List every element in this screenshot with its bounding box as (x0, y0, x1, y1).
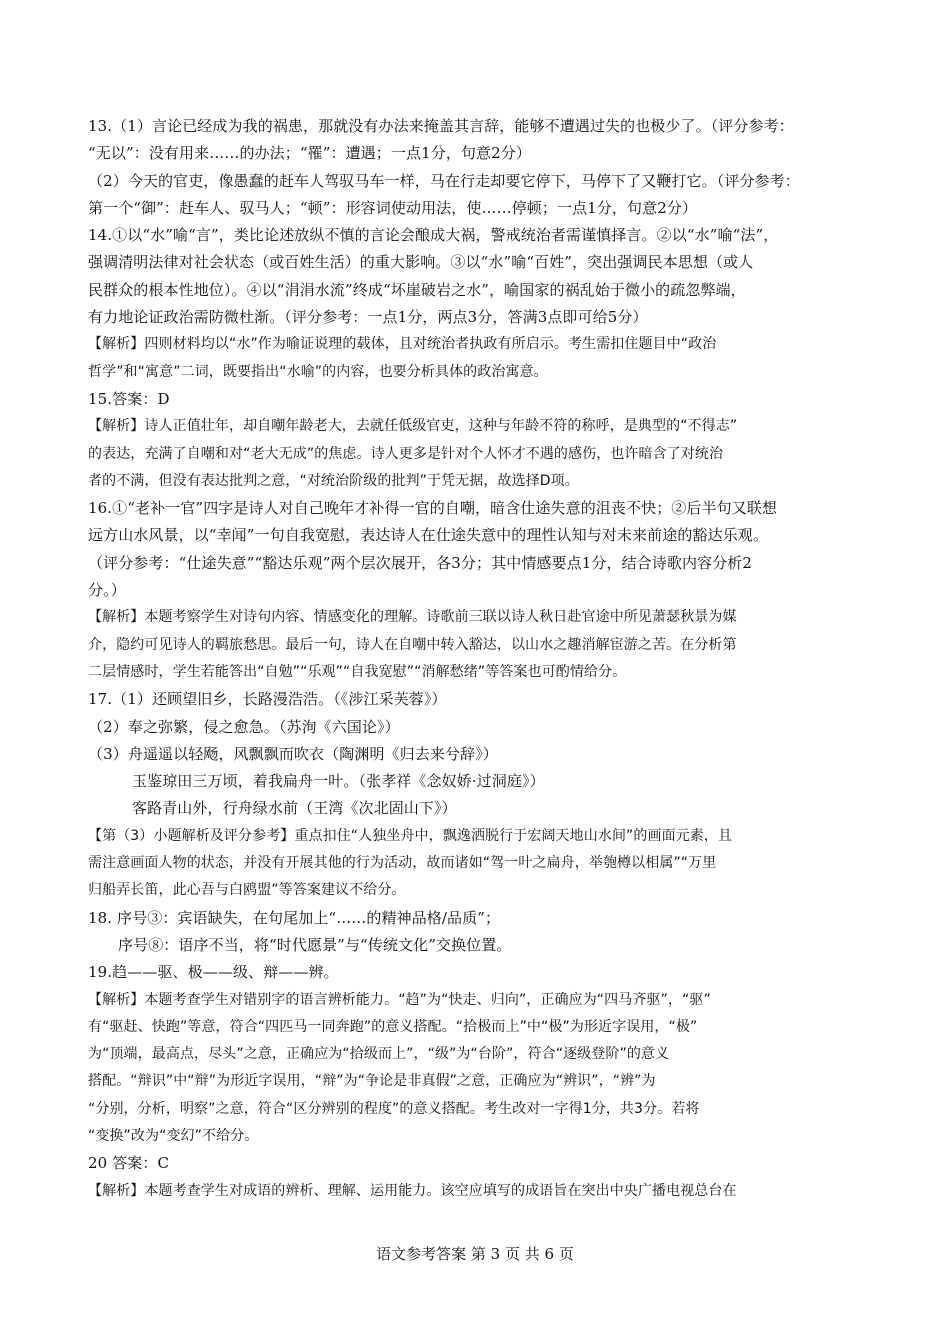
analysis-line: 【第（3）小题解析及评分参考】重点扣住“人独坐舟中，飘逸洒脱行于宏阔天地山水间”的画面元素，且 (88, 827, 733, 844)
answer-line: 13.（1）言论已经成为我的祸患，那就没有办法来掩盖其言辞，能够不遭遇过失的也极少了。（评分参考： (88, 117, 794, 135)
analysis-line: 归船弄长笛，此心吾与白鸥盟”等答案建议不给分。 (88, 882, 406, 899)
answer-line: 19.趋——驱、极——级、辩——辨。 (88, 963, 339, 982)
analysis-line: 的表达，充满了自嘲和对“老大无成”的焦虑。诗人更多是针对个人怀才不遇的感伤，也许暗含了对统治 (88, 445, 724, 462)
analysis-line: 【解析】四则材料均以“水”作为喻证说理的载体，且对统治者执政有所启示。考生需扣住题目中“政治 (88, 336, 717, 353)
analysis-line: 二层情感时，学生若能答出“自勉”“乐观”“自我宽慰”“消解愁绪”等答案也可酌情给分。 (88, 663, 627, 680)
analysis-line: 为“顶端，最高点，尽头”之意，正确应为“拾级而上”，“级”为“台阶”，符合“逐级登阶”的意义 (88, 1046, 670, 1063)
answer-line: 客路青山外，行舟绿水前（王湾《次北固山下》） (132, 799, 457, 818)
analysis-line: 介，隐约可见诗人的羁旅愁思。最后一句，诗人在自嘲中转入豁达，以山水之趣消解宦游之苦。在分析第 (88, 636, 737, 653)
analysis-line: 【解析】本题考察学生对诗句内容、情感变化的理解。诗歌前三联以诗人秋日赴官途中所见萧瑟秋景为媒 (88, 609, 737, 626)
answer-line: 有力地论证政治需防微杜渐。（评分参考：一点1分，两点3分，答满3点即可给5分） (88, 308, 648, 327)
answer-line: 分。） (88, 581, 126, 600)
analysis-line: 搭配。“辩识”中“辩”为形近字误用，“辩”为“争论是非真假”之意，正确应为“辨识”，“辨”为 (88, 1073, 656, 1090)
answer-line: 第一个“御”：赶车人、驭马人；“顿”：形容词使动用法，使……停顿；一点1分，句意2分） (88, 198, 698, 217)
answer-content (88, 116, 868, 1208)
analysis-line: 需注意画面人物的状态，并没有开展其他的行为活动，故而诸如“驾一叶之扁舟，举匏樽以相属”“万里 (88, 855, 717, 872)
answer-line: 14.①以“水”喻“言”，类比论述放纵不慎的言论会酿成大祸，警戒统治者需谨慎择言。②以“水”喻“法”， (88, 226, 779, 245)
answer-line: （3）舟遥遥以轻飏，风飘飘而吹衣（陶渊明《归去来兮辞》） (88, 744, 498, 763)
analysis-line: “分别，分析，明察”之意，符合“区分辨别的程度”的意义搭配。考生改对一字得1分，共3分。若将 (88, 1100, 700, 1117)
analysis-line: 者的不满，但没有表达批判之意，“对统治阶级的批判”于凭无据，故选择D项。 (88, 472, 579, 489)
analysis-line: 【解析】本题考查学生对错别字的语言辨析能力。“趋”为“快走、归向”，正确应为“四马齐驱”，“驱” (88, 991, 711, 1008)
page-footer: 语文参考答案 第 3 页 共 6 页 (376, 1245, 574, 1263)
answer-line: 16.①“老补一官”四字是诗人对自己晚年才补得一官的自嘲，暗含仕途失意的沮丧不快；②后半句又联想 (88, 499, 777, 518)
answer-line: 20 答案：C (88, 1154, 170, 1173)
answer-line: 玉鉴琼田三万顷，着我扁舟一叶。（张孝祥《念奴娇·过洞庭》） (132, 772, 545, 791)
analysis-line: 【解析】诗人正值壮年，却自嘲年龄老大，去就任低级官吏，这种与年龄不符的称呼，是典型的“不得志” (88, 418, 738, 435)
answer-line: “无以”：没有用来……的办法；“罹”：遭遇；一点1分，句意2分） (88, 144, 531, 163)
analysis-line: 哲学”和“寓意”二词，既要指出“水喻”的内容，也要分析具体的政治寓意。 (88, 363, 548, 380)
analysis-line: 有“驱赶、快跑”等意，符合“四匹马一同奔跑”的意义搭配。“拾极而上”中“极”为形近字误用，“极” (88, 1018, 698, 1035)
answer-line: （2）今天的官吏，像愚蠢的赶车人驾驭马车一样，马在行走却要它停下，马停下了又鞭打它。（评分参考： (88, 171, 800, 190)
answer-line: 远方山水风景，以“幸闻”一句自我宽慰，表达诗人在仕途失意中的理性认知与对未来前途的豁达乐观。 (88, 526, 768, 545)
answer-line: 18. 序号③：宾语缺失，在句尾加上“……的精神品格/品质”； (88, 908, 501, 927)
answer-line: 民群众的根本性地位）。④以“涓涓水流”终成“坏崖破岩之水”，喻国家的祸乱始于微小的疏忽弊端， (88, 280, 746, 299)
answer-line: （2）奉之弥繁，侵之愈急。（苏洵《六国论》） (88, 717, 400, 736)
answer-line: 序号⑧：语序不当，将“时代愿景”与“传统文化”交换位置。 (118, 935, 512, 954)
analysis-line: 【解析】本题考查学生对成语的辨析、理解、运用能力。该空应填写的成语旨在突出中央广播电视总台在 (88, 1182, 737, 1199)
answer-line: 17.（1）还顾望旧乡，长路漫浩浩。（《涉江采芙蓉》） (88, 690, 447, 709)
answer-line: 强调清明法律对社会状态（或百姓生活）的重大影响。③以“水”喻“百姓”，突出强调民本思想（或人 (88, 253, 754, 272)
analysis-line: “变换”改为“变幻”不给分。 (88, 1127, 259, 1144)
answer-line: （评分参考：“仕途失意”“豁达乐观”两个层次展开，各3分；其中情感要点1分，结合诗歌内容分析2 (88, 553, 753, 572)
answer-line: 15.答案：D (88, 389, 170, 408)
